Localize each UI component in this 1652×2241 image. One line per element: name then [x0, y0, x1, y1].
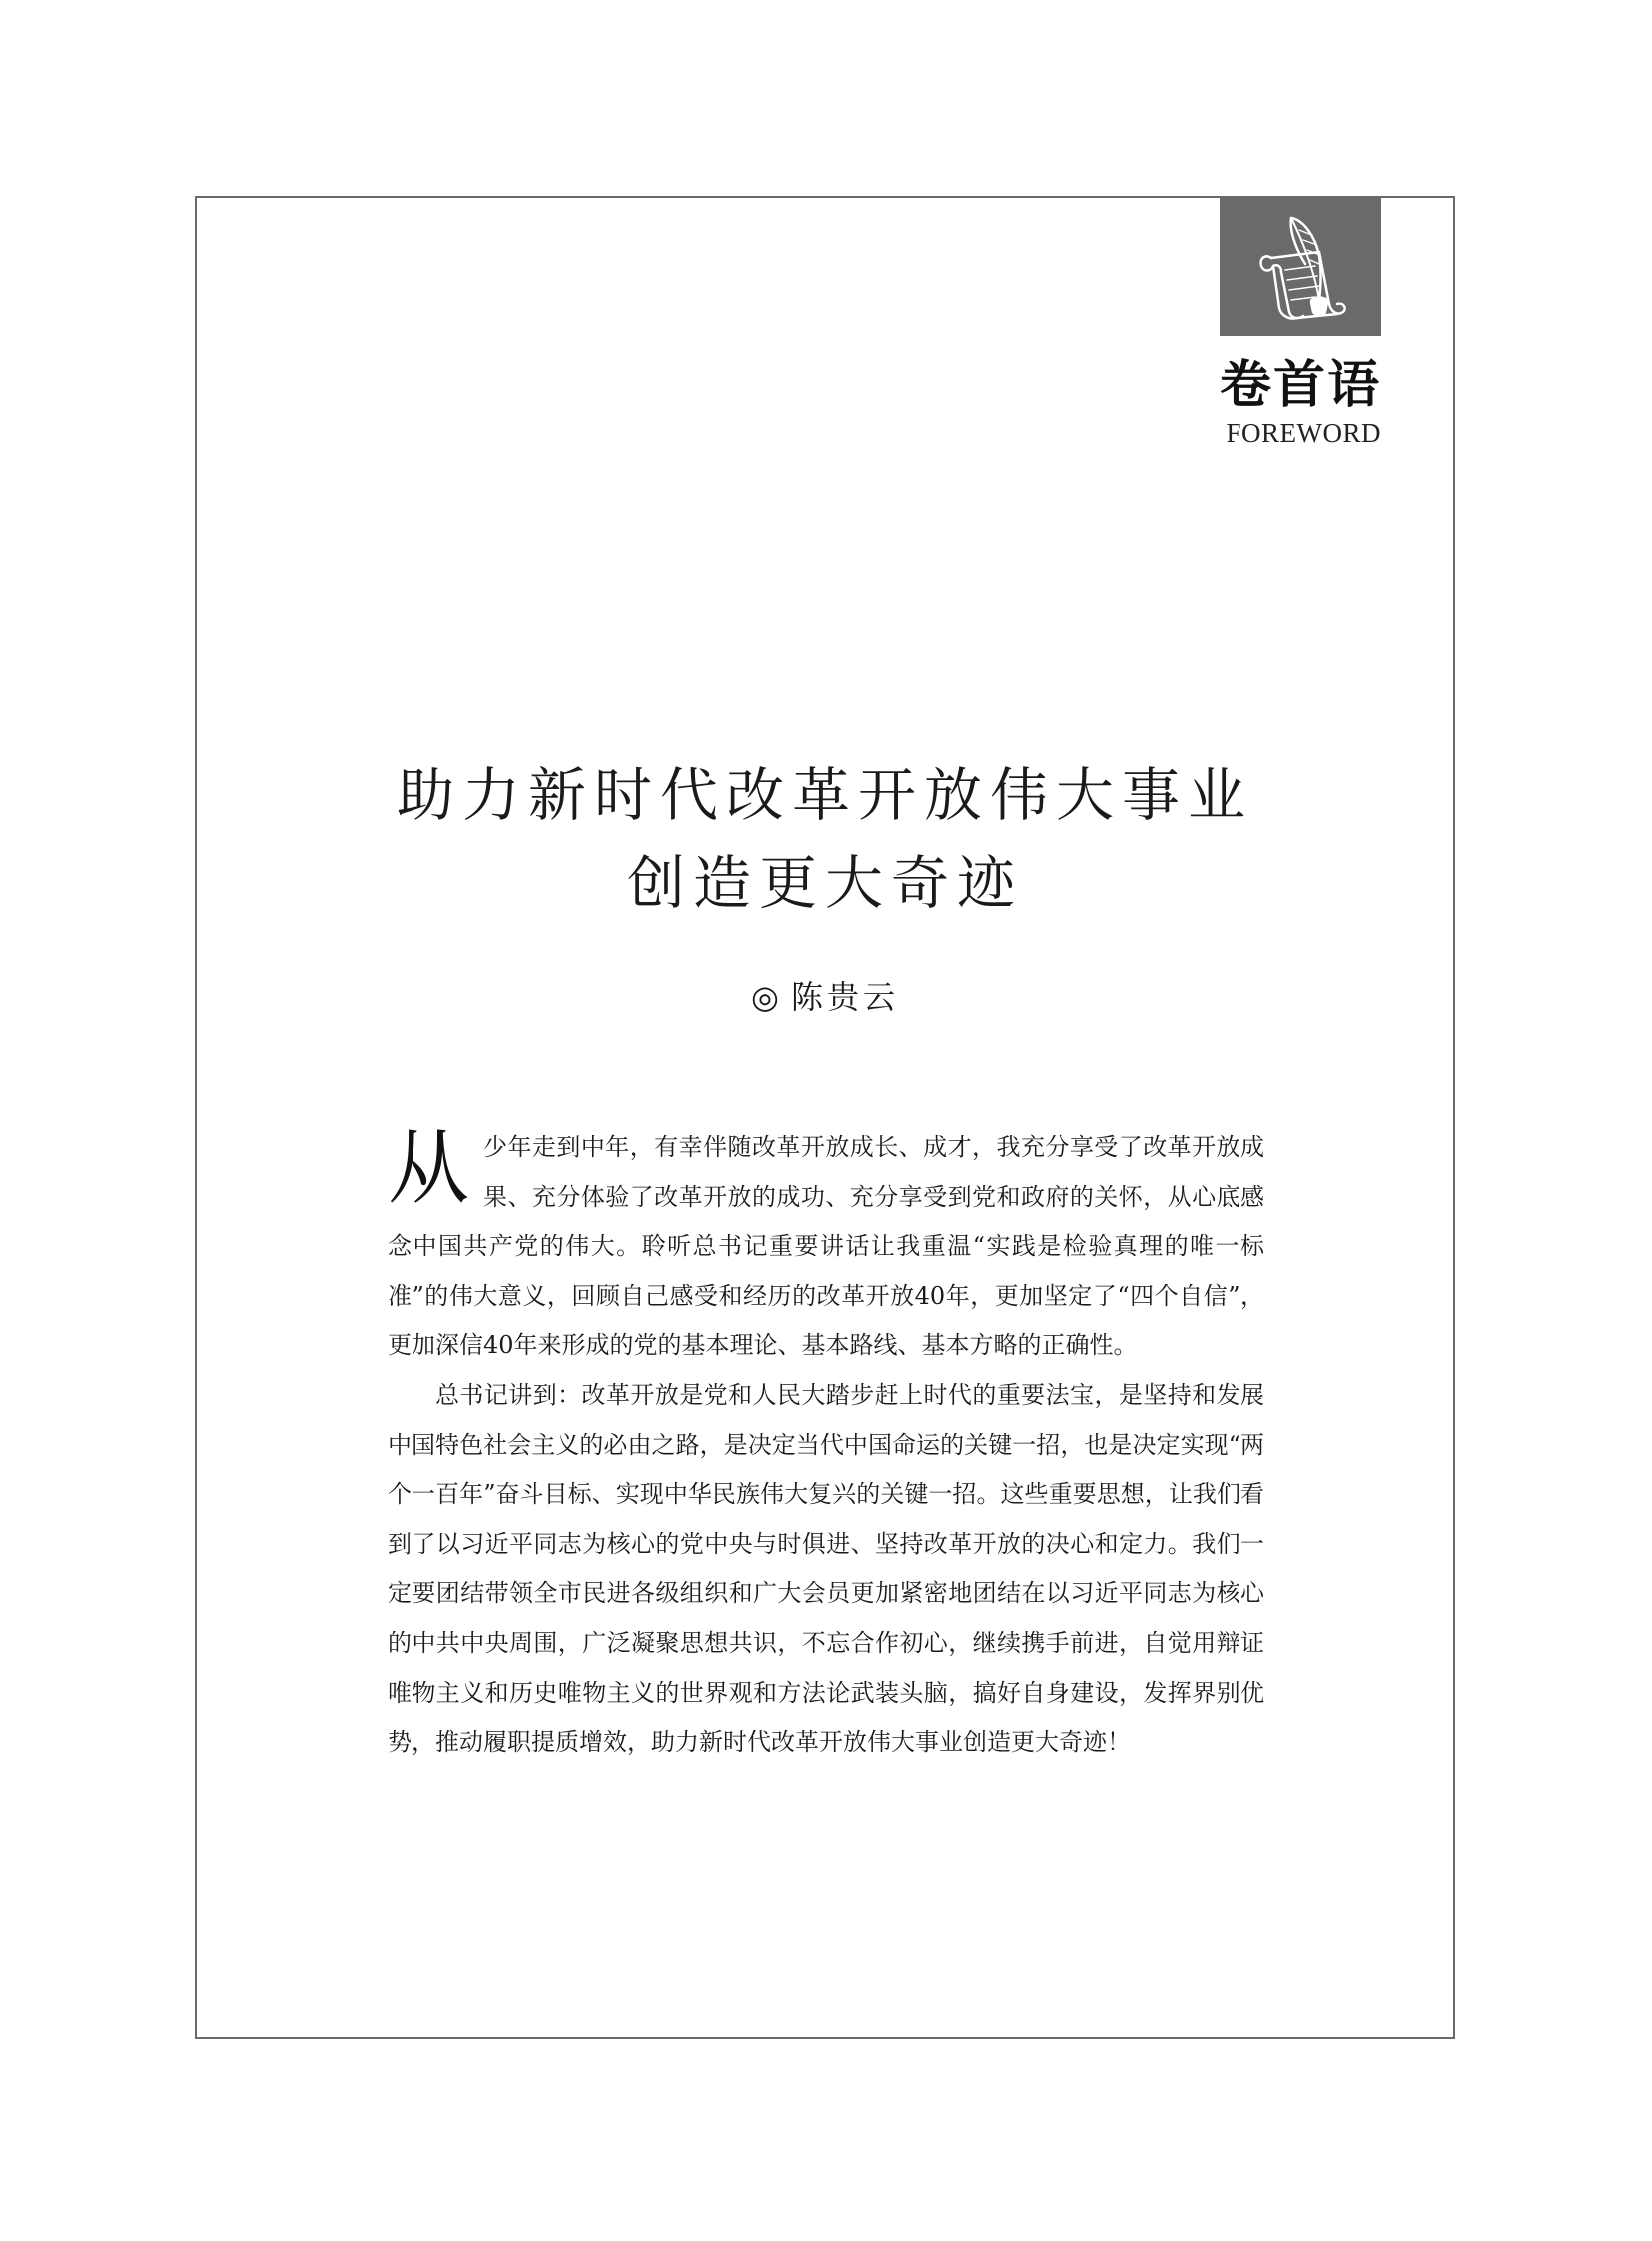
paragraph: [388, 1123, 1264, 1371]
paragraph-text: 少年走到中年，有幸伴随改革开放成长、成才，我充分享受了改革开放成果、充分体验了改革开放的成功、充分享受到党和政府的关怀，从心底感念中国共产党的伟大。聆听总书记重要讲话让我重温“实践是检验真理的唯一标准”的伟大意义，回顾自己感受和经历的改革开放40年，更加坚定了“四个自信”，更加深信40年来形成的党的基本理论、基本路线、基本方略的正确性。: [388, 1133, 1264, 1360]
author-name: 陈贵云: [790, 978, 899, 1016]
byline-mark: ◎: [751, 978, 779, 1016]
paragraph: 总书记讲到：改革开放是党和人民大踏步赶上时代的重要法宝，是坚持和发展中国特色社会主义的必由之路，是决定当代中国命运的关键一招，也是决定实现“两个一百年”奋斗目标、实现中华民族伟大复兴的关键一招。这些重要思想，让我们看到了以习近平同志为核心的党中央与时俱进、坚持改革开放的决心和定力。我们一定要团结带领全市民进各级组织和广大会员更加紧密地团结在以习近平同志为核心的中共中央周围，广泛凝聚思想共识，不忘合作初心，继续携手前进，自觉用辩证唯物主义和历史唯物主义的世界观和方法论武装头脑，搞好自身建设，发挥界别优势，推动履职提质增效，助力新时代改革开放伟大事业创造更大奇迹！: [388, 1380, 1264, 1757]
dropcap: 从: [388, 1121, 470, 1216]
section-title: 卷首语: [1219, 355, 1381, 415]
quill-scroll-icon: [1220, 196, 1381, 336]
article-body: [388, 1123, 1264, 1768]
article-title-line-1: 助力新时代改革开放伟大事业: [396, 761, 1253, 829]
article-title: [195, 751, 1455, 927]
byline: [195, 977, 1455, 1017]
section-subtitle: FOREWORD: [1226, 418, 1381, 448]
article-title-line-2: 创造更大奇迹: [626, 849, 1023, 917]
